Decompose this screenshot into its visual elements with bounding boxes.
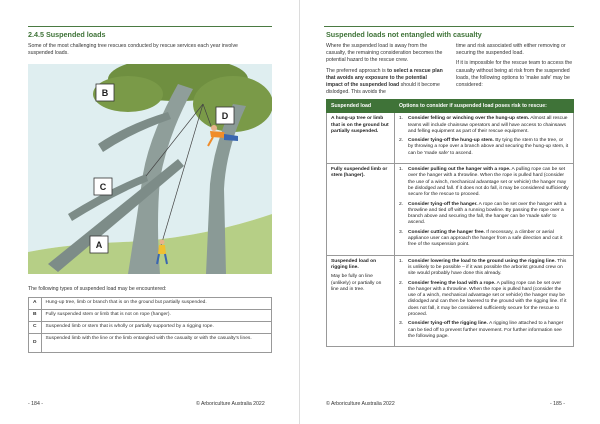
type-description: Suspended limb with the line or the limb entangled with the casualty or with the casualty's lines. — [41, 334, 271, 353]
load-case-title: Suspended load on rigging line. — [331, 258, 377, 270]
svg-text:C: C — [99, 182, 107, 192]
option-item: 1. Consider felling or winching over the hung-up stem. Almost all rescue teams will include chainsaw operators and will have access to chainsaws and felling equipment as part of their rescue equipment. — [399, 116, 568, 134]
option-item: 3. Consider tying-off the rigging line. A rigging line attached to a hanger can be tied off to prevent further movement. For further information see the following page. — [399, 321, 564, 339]
copyright: © Arboriculture Australia 2022 — [196, 401, 265, 407]
section-title: Suspended loads not entangled with casualty — [326, 30, 482, 39]
svg-text:D: D — [221, 111, 229, 121]
table-row — [29, 310, 272, 322]
label-d — [216, 107, 234, 124]
body-column-1 — [326, 43, 444, 99]
svg-text:B: B — [101, 88, 109, 98]
options-cell — [395, 113, 574, 164]
label-b — [96, 84, 114, 101]
page-number: - 184 - — [28, 401, 43, 407]
paragraph: time and risk associated with either removing or securing the suspended load. — [456, 43, 566, 57]
option-item: 3. Consider cutting the hanger free. If necessary, a climber or aerial appliance user can approach the hanger from a safe direction and cut it free of the suspension point. — [399, 229, 563, 248]
load-case-title: A hung-up tree or limb that is on the ground but partially suspended. — [331, 116, 389, 134]
table-header: Options to consider if suspended load poses risk to rescue: — [395, 100, 574, 113]
option-item: 1. Consider lowering the load to the ground using the rigging line. This is unlikely to be possible – if it was possible the arborist ground crew on site would probably have done this already. — [399, 258, 567, 277]
suspended-loads-illustration — [28, 64, 272, 274]
type-description: Fully suspended stem or limb that is not on rope (hanger). — [41, 310, 271, 322]
paragraph: The preferred approach is to select a rescue plan that avoids any exposure to the potential impact of the suspended load should it become dislodged. This avoids the — [326, 67, 443, 96]
body-column-2 — [456, 43, 574, 92]
table-header: Suspended load — [327, 100, 395, 113]
load-types-table — [28, 297, 272, 353]
table-row — [29, 322, 272, 334]
options-cell — [395, 164, 574, 256]
type-key: B — [29, 310, 42, 322]
option-item: 2. Consider tying-off the hanger. A rope can be set over the hanger with a throwline and tied off with a running bowline. By passing the rope over a branch above and securing the fall, the hanger can be 'made safe' to ascend. — [399, 201, 567, 226]
section-title: 2.4.5 Suspended loads — [28, 30, 106, 39]
right-page — [300, 0, 600, 424]
label-a — [90, 236, 108, 253]
type-description: Suspended limb or stem that is wholly or partially supported by a rigging rope. — [41, 322, 271, 334]
copyright: © Arboriculture Australia 2022 — [326, 401, 395, 407]
table-caption: The following types of suspended load may be encountered: — [28, 286, 167, 292]
options-table — [326, 99, 574, 347]
options-cell — [395, 255, 574, 347]
type-description: Hung-up tree, limb or branch that is on the ground but partially suspended. — [41, 298, 271, 310]
header-rule — [324, 26, 574, 27]
header-rule — [28, 26, 272, 27]
svg-text:A: A — [95, 240, 103, 250]
load-case-note: May be fully on line (unlikely) or partially on line and in tree. — [331, 274, 382, 292]
paragraph: Where the suspended load is away from the casualty, the remaining consideration becomes the potential hazard to the rescue crew. — [326, 43, 443, 64]
option-item: 1. Consider pulling out the hanger with a rope. A pulling rope can be set over the hanger with a throwline. When the rope is pulled hard (consider the use of a winch, mechanical advantage set or vehicle) the hanger may be dislodged and fall. If it does not do fall, it may be considered sufficiently secure for the rescue to proceed. — [399, 167, 569, 198]
intro-text: Some of the most challenging tree rescues conducted by rescue services each year involve suspended loads. — [28, 43, 238, 57]
table-row — [327, 164, 574, 256]
option-item: 2. Consider tying-off the hung-up stem. By tying the stem to the tree, or by throwing a rope over a branch above and securing the hung-up stem, it can be 'made safe' to ascend. — [399, 138, 569, 156]
type-key: D — [29, 334, 42, 353]
table-row — [29, 334, 272, 353]
page-number: - 185 - — [550, 401, 565, 407]
load-case — [327, 164, 395, 256]
load-case-title: Fully suspended limb or stem (hanger). — [331, 167, 388, 179]
type-key: A — [29, 298, 42, 310]
type-key: C — [29, 322, 42, 334]
paragraph: If it is impossible for the rescue team to access the casualty without being at risk from the suspended loads, the following options to 'make safe' may be considered: — [456, 60, 573, 89]
load-case — [327, 255, 395, 347]
option-item: 2. Consider freeing the load with a rope. A pulling rope can be set over the hanger with a throwline. When the rope is pulled hard (consider the use of a winch, mechanical advantage set or vehicle) the hanger may be dislodged and can then be lowered to the ground with the rigging line. If it does not fall, it may be considered sufficiently secure for the rescue to proceed. — [399, 280, 567, 318]
table-row — [327, 255, 574, 347]
table-row — [327, 113, 574, 164]
load-case — [327, 113, 395, 164]
label-c — [94, 178, 112, 195]
table-row — [29, 298, 272, 310]
